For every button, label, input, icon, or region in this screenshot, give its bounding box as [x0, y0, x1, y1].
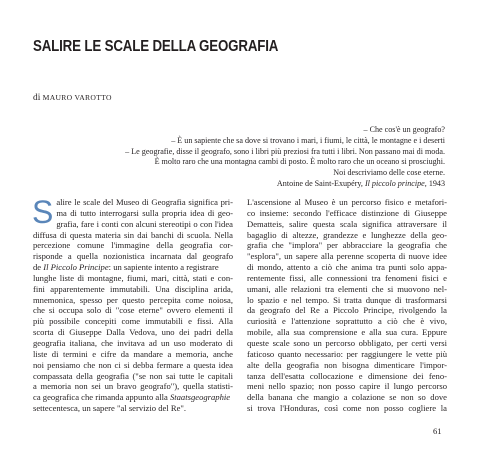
body-line: scorta di Giuseppe Dalla Vedova, uno dei padri della [33, 327, 233, 338]
epigraph-line: – Che cos'è un geografo? [363, 125, 445, 134]
body-line: mnemonica, spesso per questo percepita come noiosa, [33, 294, 233, 305]
epigraph-attribution [25, 179, 445, 190]
body-line: faticoso quanto necessario: per raggiungere le vette più [247, 348, 447, 359]
body-line [33, 262, 233, 273]
body-line: rentemente fissi, alle connessioni tra fenomeni fisici e [247, 272, 447, 283]
drop-cap: S [32, 194, 54, 230]
term-italic: Staatsgeographie [169, 392, 231, 403]
body-line: lunghe liste di montagne, fiumi, mari, città, stati e con- [33, 272, 233, 283]
body-line: si trova l'Honduras, così come non posso cogliere la [247, 403, 447, 414]
body-text: de [33, 262, 44, 273]
body-line: diffusa di questa materia sin dai banchi di scuola. Nella [33, 229, 233, 240]
body-line: "esplora", un sapere alla perenne scoperta di nuove idee [247, 251, 447, 262]
article-title: SALIRE LE SCALE DELLA GEOGRAFIA [33, 38, 279, 55]
body-line: grafia, fare i conti con alcuni stereotipi o con l'idea [56, 218, 233, 229]
attribution-year: , 1943 [424, 178, 445, 188]
author-name: MAURO VAROTTO [42, 93, 112, 102]
body-line: settecentesca, un sapere "al servizio del Re". [33, 403, 187, 414]
body-line: che si occupa solo di "cose eterne" ovvero elementi il [33, 305, 233, 316]
page-number: 61 [433, 426, 442, 436]
body-line [33, 392, 233, 403]
body-line: co insieme: secondo l'efficace distinzione di Giuseppe [247, 207, 447, 218]
body-text: ca geografica che rimanda appunto alla [33, 392, 170, 403]
body-line: curiosità e l'attenzione soprattutto a ciò che è vivo, [247, 316, 447, 327]
epigraph-line: Noi descriviamo delle cose eterne. [333, 168, 445, 178]
body-line: bagaglio di altezze, grandezze e lunghezze della geo- [247, 229, 447, 240]
body-line: ma di tutto interrogarsi sulla propria idea di geo- [56, 207, 233, 218]
body-line: a memoria non sei un bravo geografo"), quella statisti- [33, 381, 233, 392]
body-line: Dematteis, salire questa scala significa attraversare il [247, 218, 447, 229]
body-line: L'ascensione al Museo è un percorso fisico e metafori- [247, 197, 447, 207]
epigraph-line: È molto raro che una montagna cambi di posto. È molto raro che un oceano si prosciughi. [154, 157, 445, 167]
book-title: Il Piccolo Principe [43, 262, 109, 273]
body-line: geografia italiana, che invitava ad un uso moderato di [33, 337, 233, 348]
body-line: risponde a quella nozionistica incarnata dal geografo [33, 251, 233, 262]
author-byline [33, 93, 112, 103]
body-line: percezione comune l'immagine della geografia cor- [33, 240, 233, 251]
body-line: umani, alle relazioni tra elementi che si muovono nel- [247, 283, 447, 294]
body-line: lo spazio e nel tempo. Si tratta dunque di trasformarsi [247, 294, 447, 305]
body-line: alte della geografia non bisogna dimenticare l'impor- [247, 359, 447, 370]
attribution-title: Il piccolo principe [364, 178, 425, 188]
right-column [247, 197, 447, 414]
body-line: noi pensiamo che non ci si debba fermare a questa idea [33, 359, 233, 370]
body-line: della banana che mangio a colazione se non so dove [247, 392, 447, 403]
body-line: queste scale sono un percorso obbligato, per certi versi [247, 337, 447, 348]
epigraph-line: – Le geografie, disse il geografo, sono i libri più preziosi fra tutti i libri. Non passano mai di moda. [125, 146, 445, 156]
left-column [32, 194, 233, 414]
body-line: meni nello spazio; non posso capire il lungo percorso [247, 381, 447, 392]
body-line: fini apparentemente immutabili. Una disciplina arida, [33, 283, 233, 294]
epigraph-line: – È un sapiente che sa dove si trovano i mari, i fiumi, le città, le montagne e i deserti [171, 135, 445, 145]
body-line: liste di termini e cifre da mandare a memoria, anche [33, 348, 233, 359]
author-prefix: di [33, 93, 41, 103]
epigraph [25, 125, 445, 190]
attribution-author: Antoine de Saint-Exupéry, [276, 178, 363, 188]
body-line: mobile, alla sua comprensione e alla sua cura. Eppure [247, 327, 447, 338]
body-line: compassata della geografia ("se non sai tutte le capitali [33, 370, 233, 381]
body-line: più possibile concepiti come immutabili e fissi. Alla [33, 316, 233, 327]
body-text: : un sapiente intento a registrare [108, 262, 219, 273]
body-line: grafia che "implora" per abbracciare la geografia che [247, 240, 447, 251]
body-line: da geografo del Re a Piccolo Principe, rivolgendo la [247, 305, 447, 316]
body-line: alire le scale del Museo di Geografia significa pri- [56, 197, 233, 207]
body-line: tanza dell'esatta collocazione e dimensione dei feno- [247, 370, 447, 381]
body-line: di mondo, attento a ciò che anima tra punti solo appa- [247, 262, 447, 273]
